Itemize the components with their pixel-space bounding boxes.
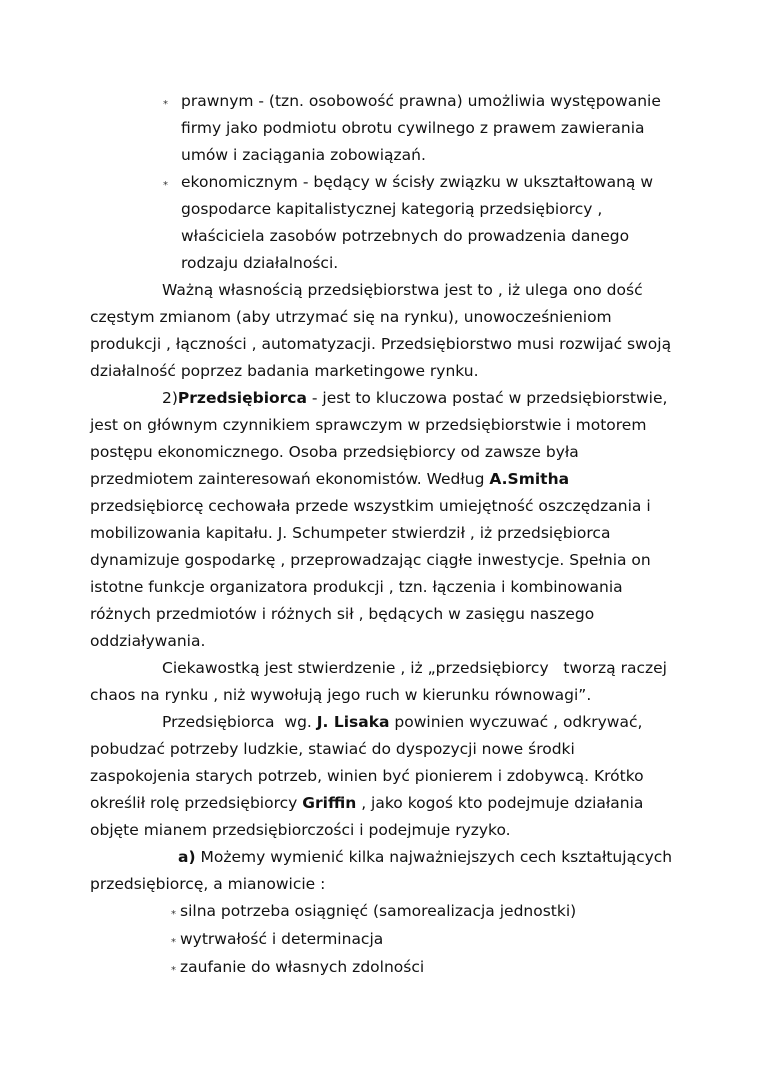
list-item: zaufanie do własnych zdolności <box>180 958 425 976</box>
text-line: oddziaływania. <box>90 632 206 650</box>
text-span: określił rolę przedsiębiorcy <box>90 794 303 812</box>
text-line: Ważną własnością przedsiębiorstwa jest to , iż ulega ono dość <box>162 281 643 299</box>
list-label: a) <box>178 848 196 866</box>
text-line: rodzaju działalności. <box>181 254 339 272</box>
text-line: dynamizuje gospodarkę , przeprowadzając ciągłe inwestycje. Spełnia on <box>90 551 651 569</box>
text-line: gospodarce kapitalistycznej kategorią przedsiębiorcy , <box>181 200 603 218</box>
text-line: pobudzać potrzeby ludzkie, stawiać do dyspozycji nowe środki <box>90 740 575 758</box>
text-line: mobilizowania kapitału. J. Schumpeter stwierdził , iż przedsiębiorca <box>90 524 611 542</box>
text-line: częstym zmianom (aby utrzymać się na rynku), unowocześnieniom <box>90 308 612 326</box>
text-line <box>162 715 642 731</box>
text-line: chaos na rynku , niż wywołują jego ruch w kierunku równowagi”. <box>90 686 592 704</box>
text-line: Ciekawostką jest stwierdzenie , iż „przedsiębiorcy tworzą raczej <box>162 659 667 677</box>
text-line <box>90 796 643 812</box>
text-span: , jako kogoś kto podejmuje działania <box>356 794 644 812</box>
text-line: umów i zaciągania zobowiązań. <box>181 146 426 164</box>
text-line: jest on głównym czynnikiem sprawczym w przedsiębiorstwie i motorem <box>90 416 647 434</box>
text-line: prawnym - (tzn. osobowość prawna) umożliwia występowanie <box>181 92 661 110</box>
text-line: różnych przedmiotów i różnych sił , będących w zasięgu naszego <box>90 605 595 623</box>
bullet-star-icon: ⁎ <box>163 96 168 107</box>
text-span: przedmiotem zainteresowań ekonomistów. Według <box>90 470 490 488</box>
bullet-star-icon: ⁎ <box>171 906 176 917</box>
list-number: 2) <box>162 389 178 407</box>
list-item: silna potrzeba osiągnięć (samorealizacja jednostki) <box>180 902 577 920</box>
bullet-star-icon: ⁎ <box>171 934 176 945</box>
bullet-star-icon: ⁎ <box>171 962 176 973</box>
list-item: wytrwałość i determinacja <box>180 930 384 948</box>
text-line <box>178 850 672 866</box>
bold-term: A.Smitha <box>489 470 570 488</box>
text-line: postępu ekonomicznego. Osoba przedsiębiorcy od zawsze była <box>90 443 579 461</box>
text-line: objęte mianem przedsiębiorczości i podejmuje ryzyko. <box>90 821 511 839</box>
text-line: zaspokojenia starych potrzeb, winien być pionierem i zdobywcą. Krótko <box>90 767 644 785</box>
text-line <box>162 391 667 407</box>
text-line: produkcji , łączności , automatyzacji. Przedsiębiorstwo musi rozwijać swoją <box>90 335 672 353</box>
text-line: właściciela zasobów potrzebnych do prowadzenia danego <box>181 227 630 245</box>
text-line <box>90 472 569 488</box>
text-span: Przedsiębiorca wg. <box>162 713 317 731</box>
text-line: istotne funkcje organizatora produkcji , tzn. łączenia i kombinowania <box>90 578 623 596</box>
bold-term: J. Lisaka <box>316 713 390 731</box>
bold-term: Griffin <box>302 794 357 812</box>
text-line: ekonomicznym - będący w ścisły związku w ukształtowaną w <box>181 173 654 191</box>
text-span: Możemy wymienić kilka najważniejszych cech kształtujących <box>195 848 673 866</box>
text-span: - jest to kluczowa postać w przedsiębiorstwie, <box>306 389 668 407</box>
bold-term: Przedsiębiorca <box>177 389 307 407</box>
text-line: przedsiębiorcę, a mianowicie : <box>90 875 326 893</box>
text-span: powinien wyczuwać , odkrywać, <box>389 713 643 731</box>
text-line: działalność poprzez badania marketingowe rynku. <box>90 362 479 380</box>
text-line: przedsiębiorcę cechowała przede wszystkim umiejętność oszczędzania i <box>90 497 651 515</box>
bullet-star-icon: ⁎ <box>163 177 168 188</box>
text-line: firmy jako podmiotu obrotu cywilnego z prawem zawierania <box>181 119 645 137</box>
